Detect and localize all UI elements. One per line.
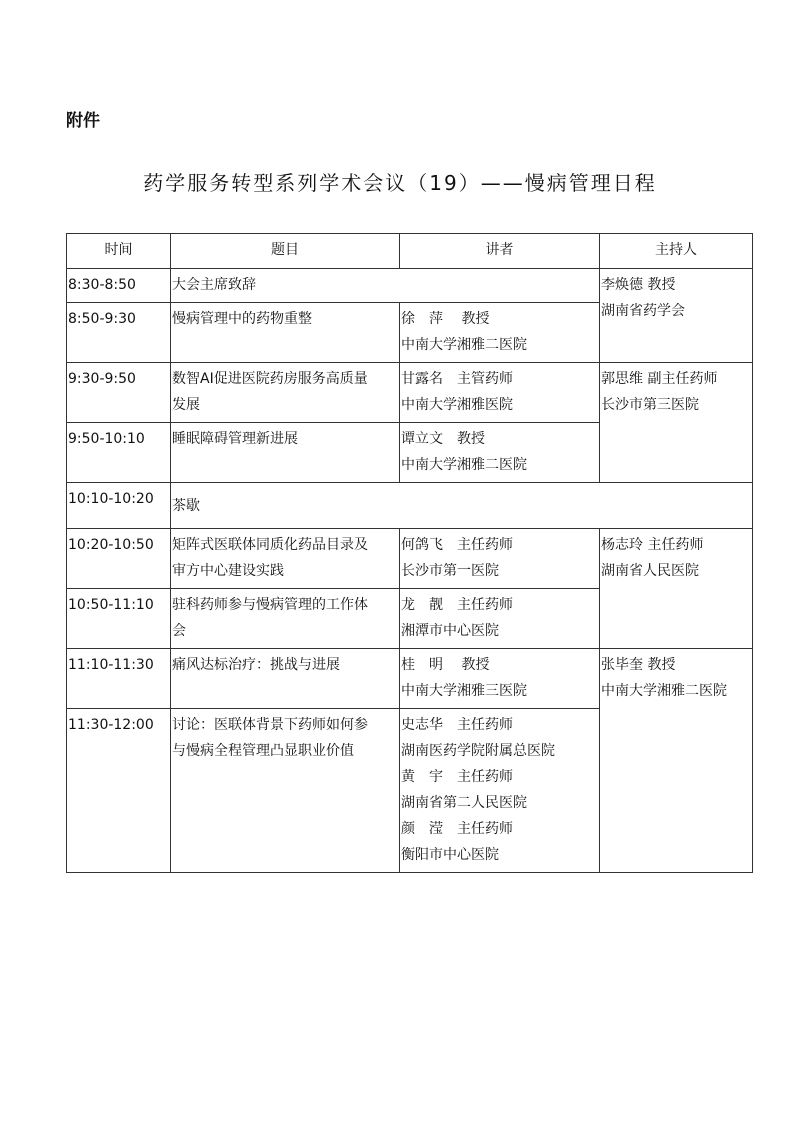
speaker-affiliation: 中南大学湘雅三医院 — [401, 683, 527, 699]
speaker-name: 何鸽飞 主任药师 — [401, 537, 513, 553]
speaker-affiliation: 湖南医药学院附属总医院 — [401, 743, 555, 759]
document-title: 药学服务转型系列学术会议（19）——慢病管理日程 — [143, 171, 657, 195]
speaker-cell — [400, 363, 600, 423]
table-row — [67, 269, 753, 303]
speaker-affiliation: 衡阳市中心医院 — [401, 847, 499, 863]
speaker-affiliation: 中南大学湘雅二医院 — [401, 457, 527, 473]
speaker-name: 龙 靓 主任药师 — [401, 597, 513, 613]
host-cell — [600, 529, 753, 649]
speaker-name: 桂 明 教授 — [401, 657, 490, 673]
table-row — [67, 529, 753, 589]
host-cell — [600, 363, 753, 483]
host-cell — [600, 649, 753, 873]
topic-line: 驻科药师参与慢病管理的工作体 — [172, 597, 368, 613]
speaker-name: 黄 宇 主任药师 — [401, 769, 513, 785]
topic-line: 矩阵式医联体同质化药品目录及 — [172, 537, 368, 553]
topic-cell: 茶歇 — [171, 483, 753, 529]
host-affiliation: 中南大学湘雅二医院 — [601, 683, 727, 699]
topic-cell — [171, 589, 400, 649]
speaker-name: 谭立文 教授 — [401, 431, 485, 447]
table-row — [67, 649, 753, 709]
time-cell: 10:10-10:20 — [67, 483, 171, 529]
host-name: 李焕德 教授 — [601, 277, 676, 293]
speaker-cell — [400, 589, 600, 649]
header-topic: 题目 — [171, 234, 400, 269]
host-name: 郭思维 副主任药师 — [601, 371, 718, 387]
topic-cell: 大会主席致辞 — [171, 269, 600, 303]
time-cell: 9:30-9:50 — [67, 363, 171, 423]
host-name: 张毕奎 教授 — [601, 657, 676, 673]
time-cell: 10:50-11:10 — [67, 589, 171, 649]
topic-cell: 痛风达标治疗：挑战与进展 — [171, 649, 400, 709]
time-cell: 8:50-9:30 — [67, 303, 171, 363]
topic-line: 与慢病全程管理凸显职业价值 — [172, 743, 354, 759]
speaker-name: 甘露名 主管药师 — [401, 371, 513, 387]
topic-line: 讨论：医联体背景下药师如何参 — [172, 717, 368, 733]
time-cell: 9:50-10:10 — [67, 423, 171, 483]
topic-cell: 睡眠障碍管理新进展 — [171, 423, 400, 483]
speaker-affiliation: 中南大学湘雅二医院 — [401, 337, 527, 353]
schedule-table — [66, 233, 753, 873]
table-row — [67, 483, 753, 529]
host-affiliation: 湖南省药学会 — [601, 303, 685, 319]
host-cell — [600, 269, 753, 363]
topic-line: 发展 — [172, 397, 200, 413]
header-host: 主持人 — [600, 234, 753, 269]
speaker-affiliation: 湖南省第二人民医院 — [401, 795, 527, 811]
speaker-name: 颜 滢 主任药师 — [401, 821, 513, 837]
time-cell: 11:30-12:00 — [67, 709, 171, 873]
topic-cell — [171, 709, 400, 873]
speaker-name: 徐 萍 教授 — [401, 311, 490, 327]
table-header-row — [67, 234, 753, 269]
host-affiliation: 湖南省人民医院 — [601, 563, 699, 579]
host-name: 杨志玲 主任药师 — [601, 537, 704, 553]
time-cell: 8:30-8:50 — [67, 269, 171, 303]
topic-cell — [171, 529, 400, 589]
speaker-cell — [400, 709, 600, 873]
table-row — [67, 363, 753, 423]
attachment-label: 附件 — [66, 111, 100, 131]
time-cell: 11:10-11:30 — [67, 649, 171, 709]
host-affiliation: 长沙市第三医院 — [601, 397, 699, 413]
speaker-affiliation: 中南大学湘雅医院 — [401, 397, 513, 413]
speaker-cell — [400, 423, 600, 483]
topic-line: 数智AI促进医院药房服务高质量 — [172, 371, 368, 387]
header-time: 时间 — [67, 234, 171, 269]
time-cell: 10:20-10:50 — [67, 529, 171, 589]
speaker-cell — [400, 649, 600, 709]
topic-cell: 慢病管理中的药物重整 — [171, 303, 400, 363]
topic-line: 审方中心建设实践 — [172, 563, 284, 579]
topic-line: 会 — [172, 623, 186, 639]
speaker-affiliation: 长沙市第一医院 — [401, 563, 499, 579]
speaker-affiliation: 湘潭市中心医院 — [401, 623, 499, 639]
speaker-cell — [400, 529, 600, 589]
topic-cell — [171, 363, 400, 423]
speaker-cell — [400, 303, 600, 363]
header-speaker: 讲者 — [400, 234, 600, 269]
speaker-name: 史志华 主任药师 — [401, 717, 513, 733]
